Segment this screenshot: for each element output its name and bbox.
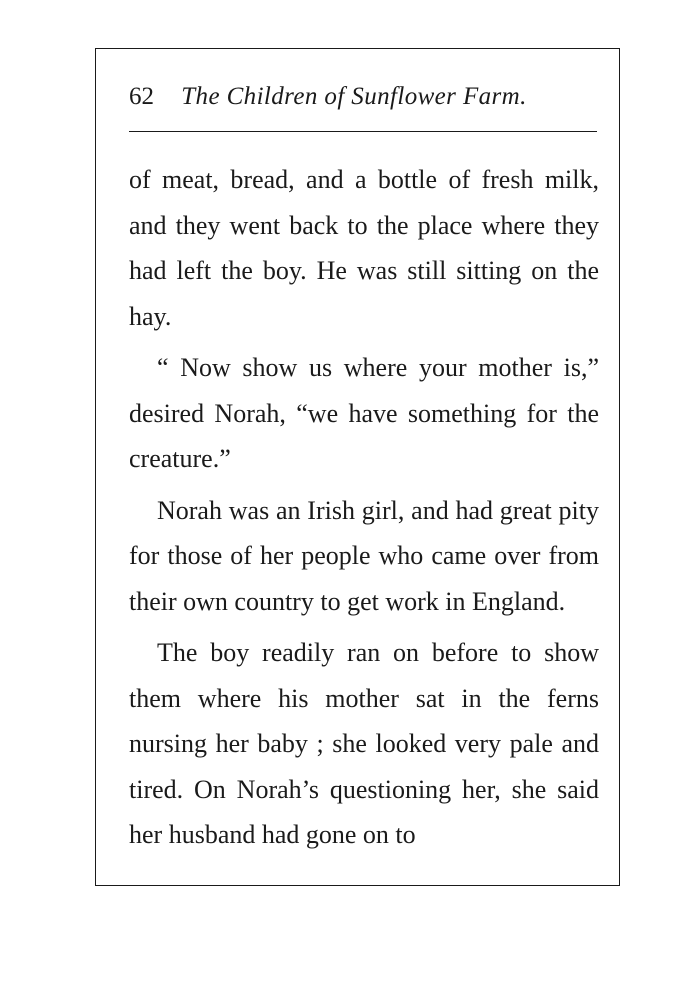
paragraph: The boy readily ran on before to show them where his mother sat in the ferns nursing her baby ; she looked very pale and tired. On Norah’s questioning her, she said her husband had gone on to — [129, 638, 599, 849]
paragraph: Norah was an Irish girl, and had great pity for those of her people who came over from their own country to get work in England. — [129, 495, 599, 616]
book-title: The Children of Sunflower Farm. — [181, 83, 527, 110]
header-rule — [129, 131, 597, 132]
running-head — [129, 82, 599, 112]
page-frame — [95, 48, 620, 886]
paragraph: “ Now show us where your mother is,” desired Norah, “we have something for the creature.” — [129, 353, 599, 473]
page-number: 62 — [129, 83, 154, 110]
body-text — [129, 157, 599, 858]
paragraph-continuation: of meat, bread, and a bottle of fresh milk, and they went back to the place where they had left the boy. He was still sitting on the hay. — [129, 165, 599, 331]
